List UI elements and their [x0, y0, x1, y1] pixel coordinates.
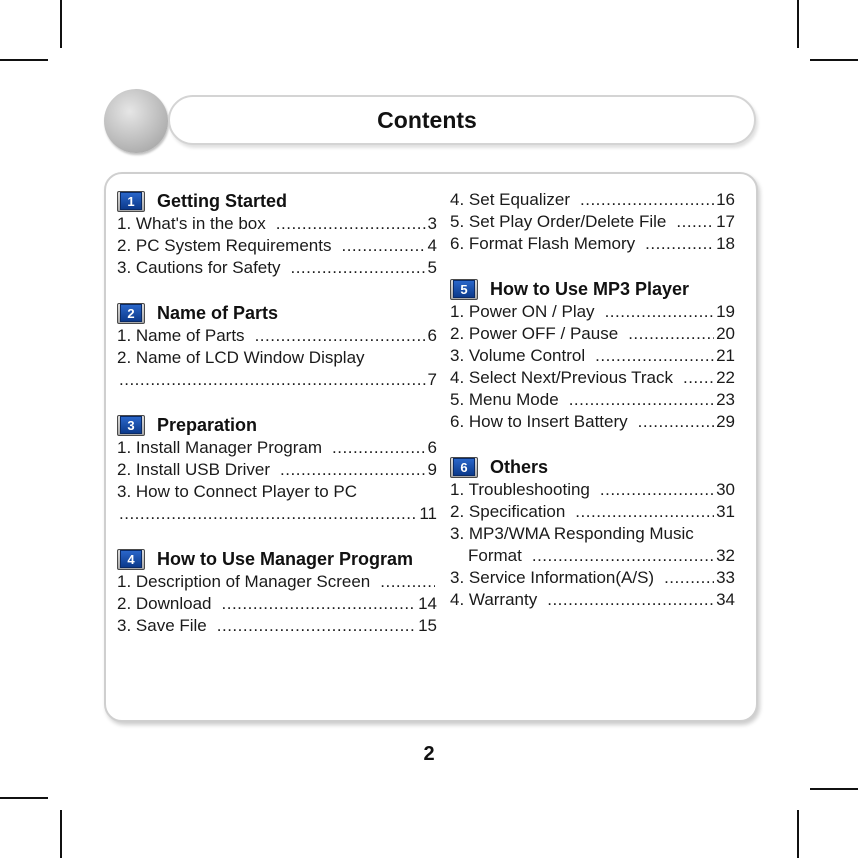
toc-entry[interactable] [450, 389, 735, 411]
toc-entry[interactable] [450, 411, 735, 433]
crop-mark [60, 810, 62, 858]
toc-leader-dots [638, 411, 714, 433]
toc-leader-dots [645, 233, 714, 255]
toc-section [117, 413, 437, 525]
toc-leader-dots [341, 235, 425, 257]
toc-leader-dots [664, 567, 714, 589]
toc-entry-label: 3. Cautions for Safety [117, 258, 281, 277]
section-number-icon [117, 191, 145, 212]
toc-leader-dots [569, 389, 714, 411]
toc-entry[interactable] [450, 233, 735, 255]
toc-entry-page: 5 [427, 258, 437, 277]
section-number-icon [450, 457, 478, 478]
right-column [450, 189, 735, 611]
toc-entry-page: 29 [716, 412, 735, 431]
section-title: Preparation [157, 414, 258, 435]
toc-entry-page: 19 [716, 302, 735, 321]
section-number: 1 [120, 192, 142, 210]
toc-entry-page: 20 [716, 324, 735, 343]
toc-entry[interactable] [117, 593, 437, 615]
section-heading[interactable] [117, 301, 437, 325]
toc-entry-page: 6 [427, 438, 437, 457]
section-title: Others [490, 456, 549, 477]
crop-mark [810, 788, 858, 790]
toc-leader-dots [222, 593, 417, 615]
toc-entry-label: 2. Power OFF / Pause [450, 324, 619, 343]
left-column [117, 189, 437, 637]
toc-entry[interactable] [117, 571, 437, 593]
toc-entry-label: 1. Install Manager Program [117, 438, 323, 457]
toc-entry-label: 1. Name of Parts [117, 326, 245, 345]
toc-entry-page: 33 [716, 568, 735, 587]
toc-entry-label: 6. Format Flash Memory [450, 234, 636, 253]
toc-section [450, 455, 735, 611]
spacer [450, 255, 735, 277]
spacer [450, 433, 735, 455]
crop-mark [797, 810, 799, 858]
toc-entry[interactable] [450, 211, 735, 233]
section-heading[interactable] [117, 547, 437, 571]
toc-leader-dots [575, 501, 714, 523]
toc-entry[interactable] [117, 437, 437, 459]
toc-leader-dots [276, 213, 426, 235]
crop-mark [0, 59, 48, 61]
crop-mark [810, 59, 858, 61]
toc-leader-dots [380, 571, 435, 593]
toc-leader-dots [676, 211, 714, 233]
toc-leader-dots [547, 589, 714, 611]
toc-entry-page: 14 [418, 594, 437, 613]
toc-entry-page: 23 [716, 390, 735, 409]
toc-entry-page: 16 [716, 190, 735, 209]
toc-leader-dots [217, 615, 416, 637]
toc-entry[interactable] [450, 479, 735, 501]
toc-entry-page: 4 [427, 236, 437, 255]
toc-entry-label: 2. Name of LCD Window Display [117, 348, 365, 367]
section-heading[interactable] [117, 189, 437, 213]
section-number: 4 [120, 550, 142, 568]
toc-entry-label: 3. MP3/WMA Responding Music [450, 524, 694, 543]
crop-mark [797, 0, 799, 48]
toc-section [117, 301, 437, 391]
section-title: Getting Started [157, 190, 288, 211]
toc-entry-page: 34 [716, 590, 735, 609]
toc-entry-label: 3. How to Connect Player to PC [117, 482, 358, 501]
toc-section [117, 547, 437, 637]
section-title: Name of Parts [157, 302, 279, 323]
toc-entry-page: 22 [716, 368, 735, 387]
section-number-icon [117, 549, 145, 570]
toc-entry-label: 4. Select Next/Previous Track [450, 368, 673, 387]
toc-entry-page: 6 [427, 326, 437, 345]
toc-entry[interactable] [450, 323, 735, 345]
toc-entry-page: 17 [716, 212, 735, 231]
toc-entry[interactable] [450, 189, 735, 211]
toc-leader-dots [290, 257, 425, 279]
toc-entry-page: 21 [716, 346, 735, 365]
toc-entry[interactable] [117, 481, 437, 503]
toc-entry-label: 2. Specification [450, 502, 566, 521]
spacer [117, 279, 437, 301]
page-number: 2 [423, 743, 435, 765]
section-number-icon [450, 279, 478, 300]
toc-entry-page: 3 [427, 214, 437, 233]
toc-entry-page: 18 [716, 234, 735, 253]
toc-entry-label: 3. Volume Control [450, 346, 586, 365]
title-circle-ornament [104, 89, 168, 153]
toc-entry-page: 7 [427, 370, 437, 389]
toc-entry-label: 4. Warranty [450, 590, 538, 609]
section-number: 6 [453, 458, 475, 476]
toc-entry-label: 1. Troubleshooting [450, 480, 590, 499]
toc-entry[interactable] [117, 347, 437, 369]
toc-leader-dots [683, 367, 714, 389]
toc-leader-dots [280, 459, 425, 481]
toc-leader-dots [119, 369, 426, 391]
section-title: How to Use Manager Program [157, 548, 414, 569]
title-banner [168, 95, 756, 145]
toc-entry-label: 2. PC System Requirements [117, 236, 332, 255]
toc-entry-page: 31 [716, 502, 735, 521]
toc-entry-label: 2. Install USB Driver [117, 460, 271, 479]
toc-entry-label: Format [468, 546, 522, 565]
toc-entry[interactable] [117, 615, 437, 637]
toc-entry-label: 2. Download [117, 594, 212, 613]
toc-entry-page: 11 [419, 504, 437, 523]
toc-entry-page: 15 [418, 616, 437, 635]
crop-mark [60, 0, 62, 48]
toc-leader-dots [628, 323, 714, 345]
crop-mark [0, 797, 48, 799]
section-title: How to Use MP3 Player [490, 278, 690, 299]
toc-leader-dots [600, 479, 714, 501]
toc-entry-page: 9 [427, 460, 437, 479]
toc-entry-label: 1. Power ON / Play [450, 302, 595, 321]
section-heading[interactable] [450, 277, 735, 301]
toc-entry[interactable] [450, 523, 735, 545]
toc-entry-label: 3. Service Information(A/S) [450, 568, 655, 587]
toc-entry[interactable] [117, 369, 437, 391]
toc-entry[interactable] [450, 545, 735, 567]
toc-entry[interactable] [450, 345, 735, 367]
toc-entry-label: 3. Save File [117, 616, 207, 635]
toc-entry-label: 6. How to Insert Battery [450, 412, 628, 431]
toc-entry[interactable] [117, 325, 437, 347]
toc-entry[interactable] [117, 213, 437, 235]
toc-entry-label: 1. What's in the box [117, 214, 266, 233]
section-heading[interactable] [450, 455, 735, 479]
toc-entry[interactable] [450, 567, 735, 589]
toc-entry[interactable] [117, 503, 437, 525]
toc-leader-dots [255, 325, 426, 347]
section-heading[interactable] [117, 413, 437, 437]
toc-entry[interactable] [117, 257, 437, 279]
toc-entry[interactable] [117, 459, 437, 481]
toc-entry-label: 5. Menu Mode [450, 390, 559, 409]
spacer [117, 525, 437, 547]
toc-entry-label: 5. Set Play Order/Delete File [450, 212, 667, 231]
page-title: Contents [377, 106, 477, 133]
spacer [117, 391, 437, 413]
toc-section [117, 189, 437, 279]
toc-leader-dots [332, 437, 425, 459]
section-number: 3 [120, 416, 142, 434]
section-number-icon [117, 303, 145, 324]
toc-entry-label: 4. Set Equalizer [450, 190, 571, 209]
toc-leader-dots [605, 301, 715, 323]
section-number-icon [117, 415, 145, 436]
toc-entry[interactable] [117, 235, 437, 257]
toc-entry-page: 32 [716, 546, 735, 565]
toc-section [450, 277, 735, 433]
toc-leader-dots [595, 345, 714, 367]
toc-entry[interactable] [450, 367, 735, 389]
toc-entry[interactable] [450, 589, 735, 611]
section-number: 2 [120, 304, 142, 322]
toc-entry[interactable] [450, 301, 735, 323]
toc-leader-dots [119, 503, 417, 525]
section-number: 5 [453, 280, 475, 298]
toc-entry-page: 30 [716, 480, 735, 499]
toc-leader-dots [580, 189, 714, 211]
toc-entry[interactable] [450, 501, 735, 523]
toc-leader-dots [532, 545, 714, 567]
toc-entry-label: 1. Description of Manager Screen [117, 572, 371, 591]
